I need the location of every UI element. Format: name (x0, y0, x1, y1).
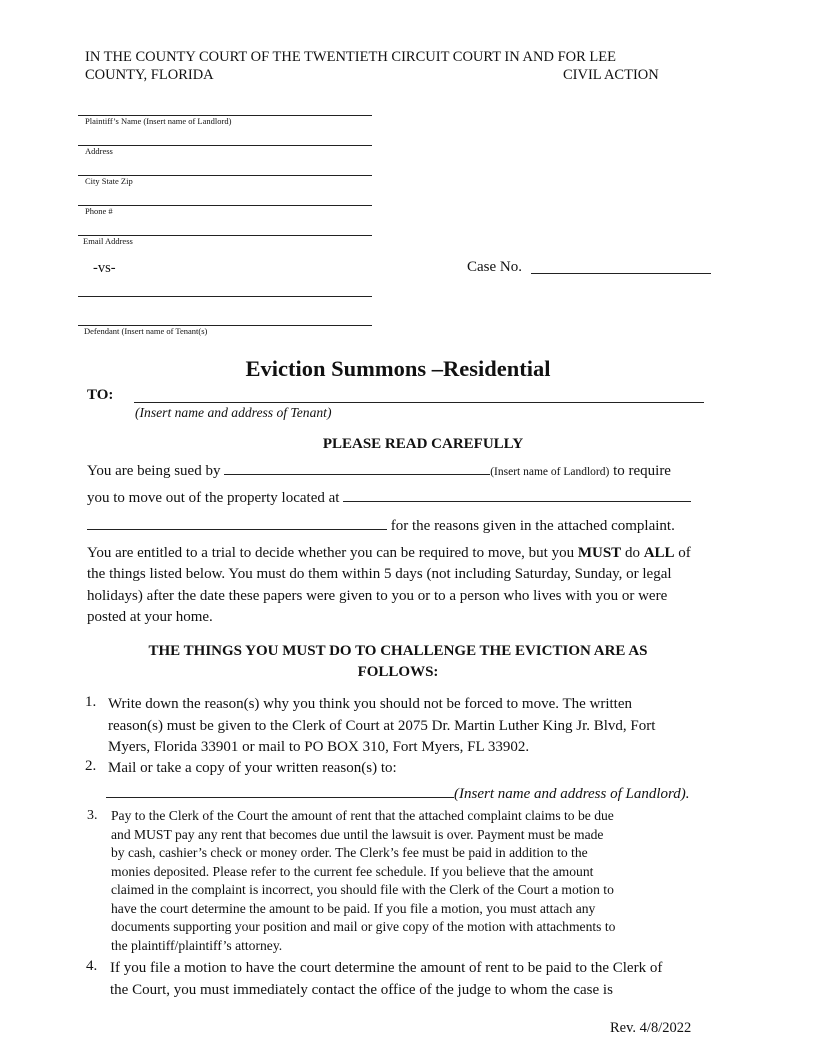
tenant-name-address-field[interactable] (134, 402, 704, 403)
sued-by-line: You are being sued by (Insert name of Landlord) to require (87, 463, 671, 479)
item-2-text: Mail or take a copy of your written reason(s) to: (108, 760, 397, 776)
revision-date: Rev. 4/8/2022 (610, 1020, 692, 1036)
entitled-paragraph: You are entitled to a trial to decide whether you can be required to move, but you MUST do ALL of the things listed below. You must do them within 5 days (not including Saturday, Sunday, or legal holidays) after the date these papers were given to you or to a person who lives with you or were posted at your home. (87, 545, 691, 625)
document-title: Eviction Summons –Residential (245, 356, 551, 381)
defendant-label: Defendant (Insert name of Tenant(s) (84, 326, 208, 336)
defendant-line-1[interactable] (78, 296, 372, 297)
to-label: TO: (87, 387, 114, 403)
plaintiff-name-label: Plaintiff’s Name (Insert name of Landlord) (85, 116, 232, 126)
tenant-hint: (Insert name and address of Tenant) (135, 405, 332, 420)
email-label: Email Address (83, 236, 133, 246)
address-line[interactable] (78, 145, 372, 146)
court-caption-line1: IN THE COUNTY COURT OF THE TWENTIETH CIRCUIT COURT IN AND FOR LEE (85, 49, 616, 65)
property-address-field[interactable] (343, 489, 691, 502)
landlord-address-field[interactable] (106, 785, 454, 798)
phone-label: Phone # (85, 206, 113, 216)
landlord-name-field[interactable] (224, 462, 490, 475)
court-caption-line2: COUNTY, FLORIDA (85, 67, 214, 83)
property-line: you to move out of the property located at (87, 489, 691, 507)
things-heading: THE THINGS YOU MUST DO TO CHALLENGE THE EVICTION ARE AS FOLLOWS: (148, 643, 648, 680)
item-4-text: If you file a motion to have the court determine the amount of rent to be paid to the Clerk of the Court, you must immediately contact the office of the judge to whom the case is (110, 960, 663, 998)
reasons-line: for the reasons given in the attached complaint. (87, 517, 675, 535)
address-label: Address (85, 146, 113, 156)
phone-line[interactable] (78, 205, 372, 206)
item-4-number: 4. (86, 958, 98, 974)
city-state-zip-label: City State Zip (85, 176, 133, 186)
property-address-field-2[interactable] (87, 517, 387, 530)
item-1-text: Write down the reason(s) why you think you should not be forced to move. The written reason(s) must be given to the Clerk of Court at 2075 Dr. Martin Luther King Jr. Blvd, Fort Myers, Florida 33901 or mail to PO BOX 310, Fort Myers, FL 33902. (108, 696, 656, 755)
item-3-number: 3. (87, 808, 98, 823)
civil-action-label: CIVIL ACTION (563, 67, 659, 83)
versus-label: -vs- (93, 260, 116, 276)
item-3-text: Pay to the Clerk of the Court the amount of rent that the attached complaint claims to be due and MUST pay any rent that becomes due until the lawsuit is over. Payment must be made by cash, cashier’s check or money order. The Clerk’s fee must be paid in addition to the monies deposited. Please refer to the current fee schedule. If you believe that the amount claimed in the complaint is incorrect, you should file with the Clerk of the Court a motion to have the court determine the amount to be paid. If you file a motion, you must attach any documents supporting your position and mail or give copy of the motion with attachments to the plaintiff/plaintiff’s attorney. (111, 808, 616, 953)
please-read-heading: PLEASE READ CAREFULLY (322, 436, 524, 452)
case-no-field[interactable] (531, 273, 711, 274)
item-2-number: 2. (85, 758, 97, 774)
item-1-number: 1. (85, 694, 97, 710)
case-no-label: Case No. (467, 259, 522, 275)
item-2-landlord-line: (Insert name and address of Landlord). (106, 785, 690, 803)
